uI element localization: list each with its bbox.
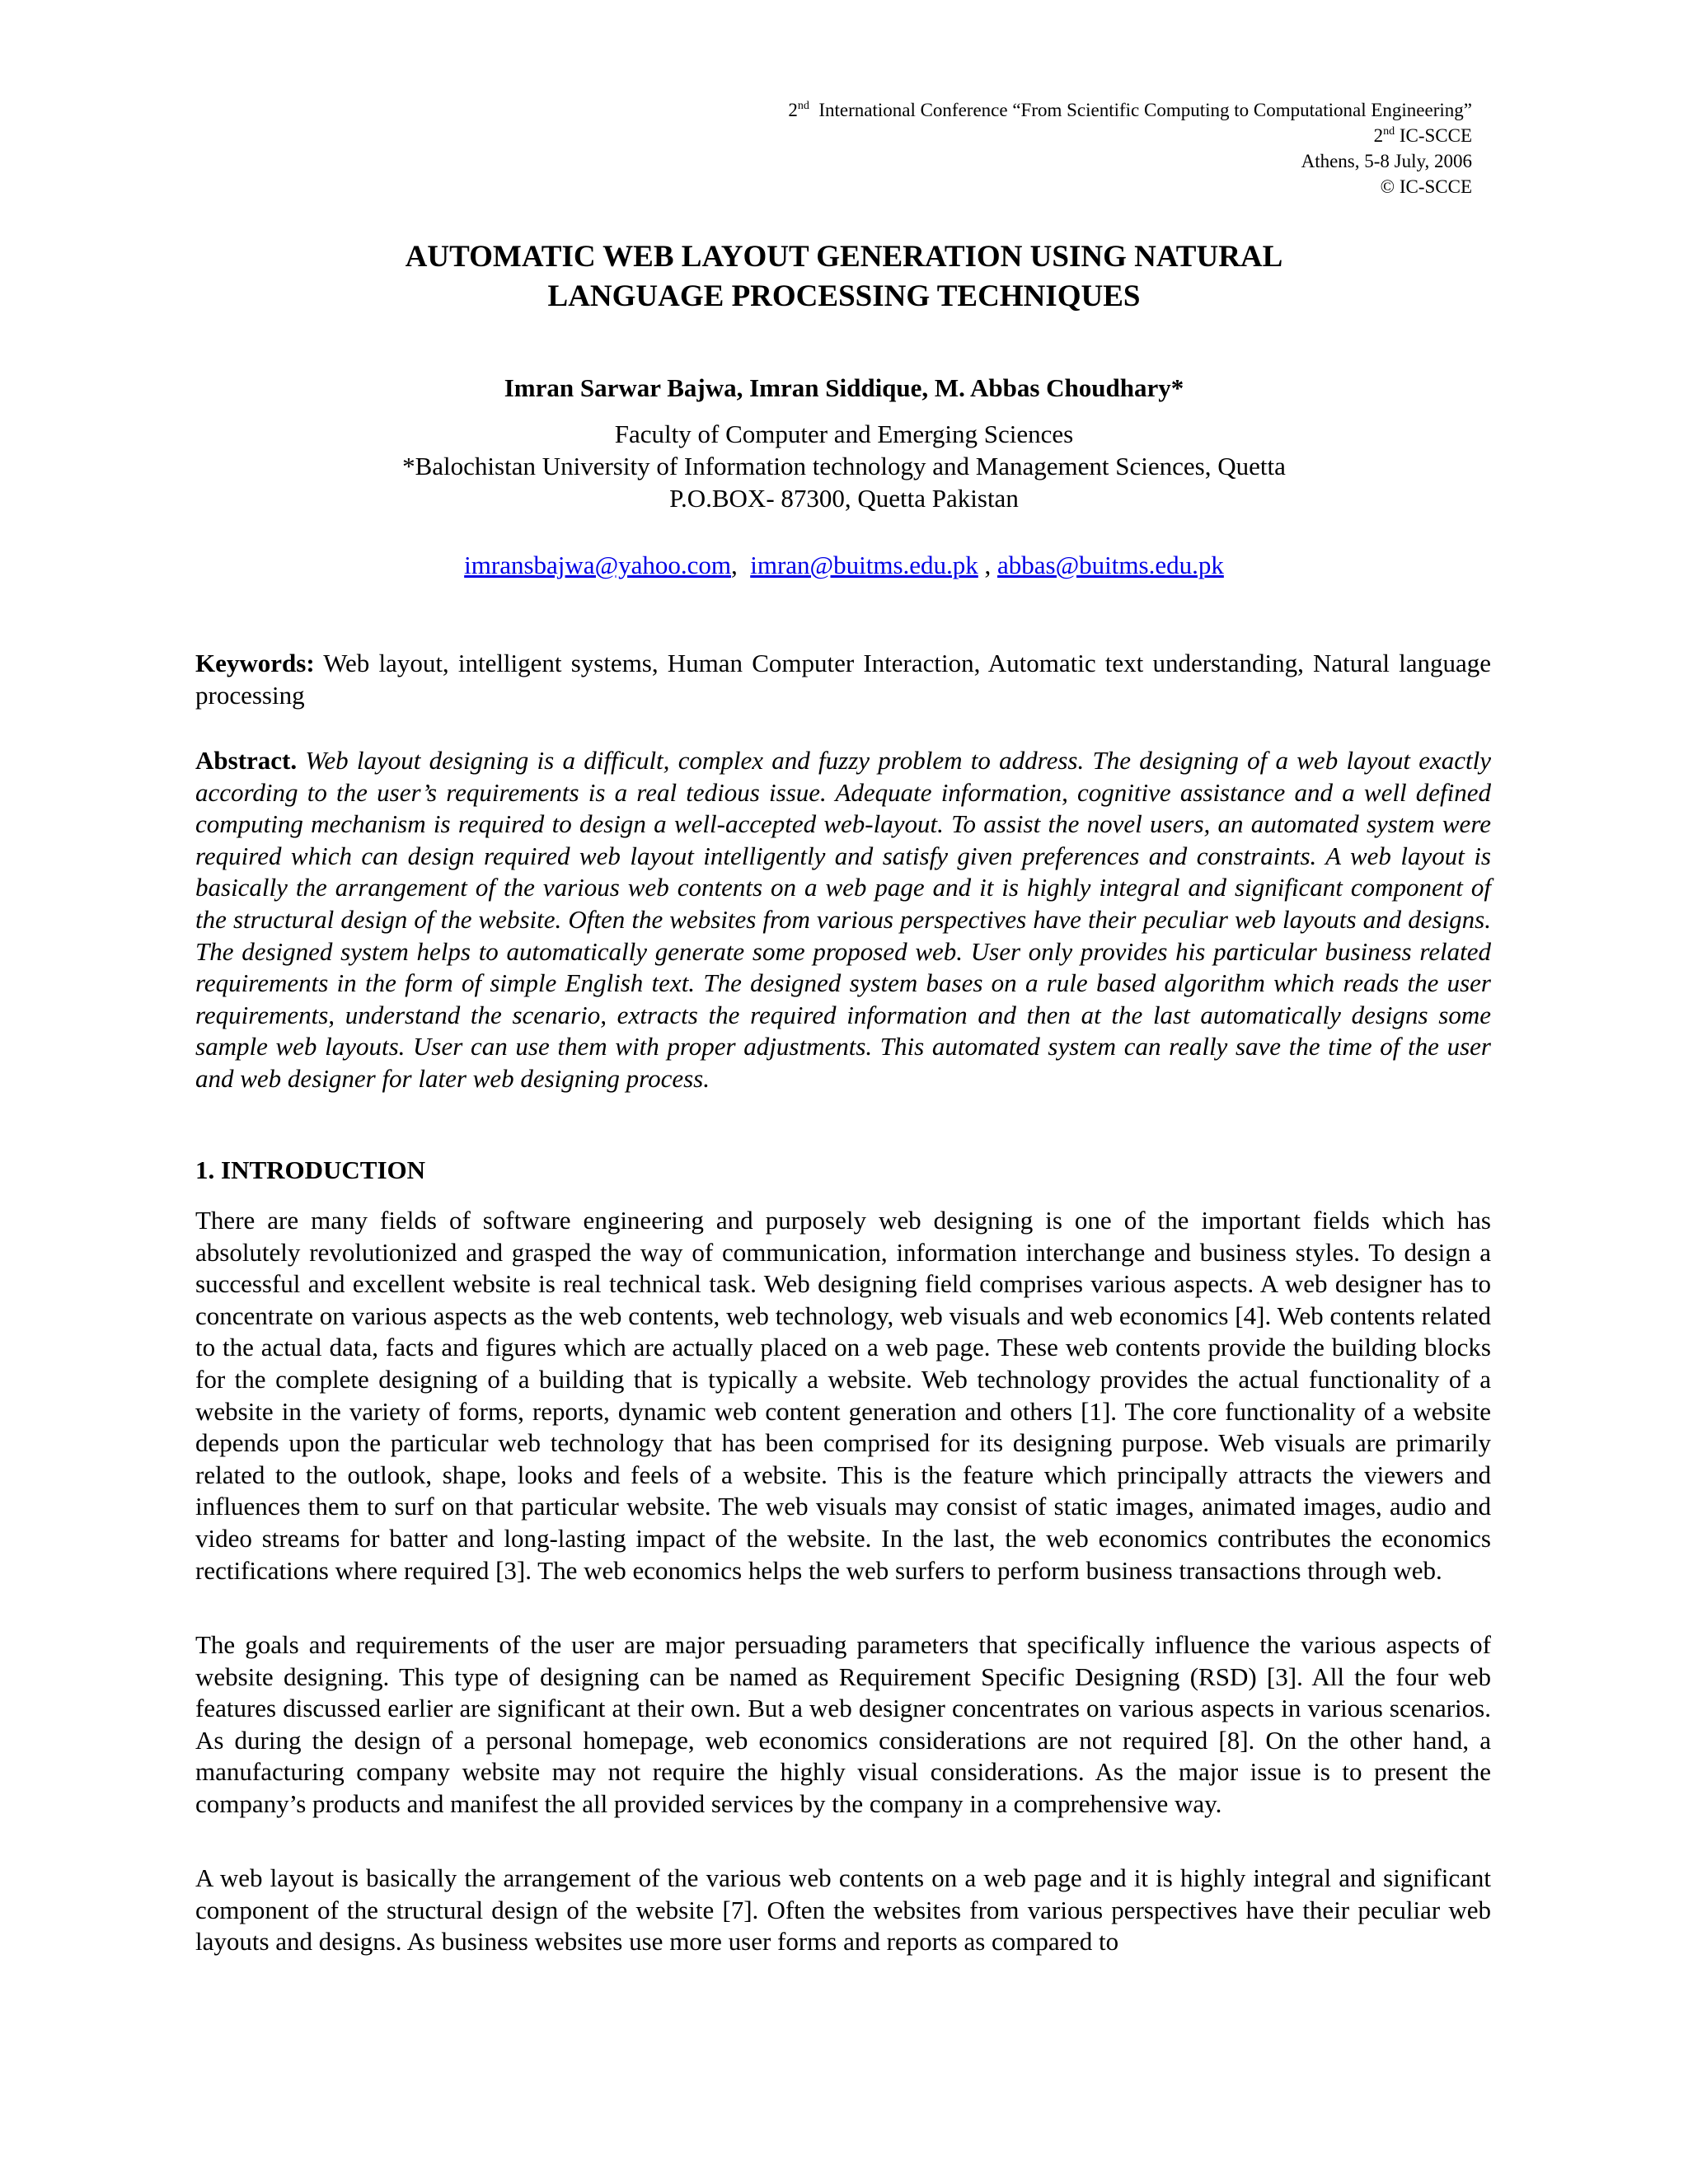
email-link-siddique[interactable]: imran@buitms.edu.pk [750, 551, 978, 579]
section-heading-introduction: 1. INTRODUCTION [195, 1155, 426, 1184]
affiliation-faculty: Faculty of Computer and Emerging Sciences [614, 419, 1074, 448]
email-separator: , [731, 551, 751, 579]
email-link-bajwa[interactable]: imransbajwa@yahoo.com [464, 551, 731, 579]
affiliation-university: *Balochistan University of Information technology and Management Sciences, Quetta [402, 452, 1286, 480]
keywords-paragraph [195, 648, 1491, 711]
conference-location-date: Athens, 5-8 July, 2006 [1301, 151, 1472, 171]
conference-title-line: 2nd International Conference “From Scientific Computing to Computational Engineering” [788, 100, 1472, 120]
paper-title-line-1: AUTOMATIC WEB LAYOUT GENERATION USING NATURAL [405, 240, 1283, 274]
conference-abbrev-line: 2nd IC-SCCE [1373, 125, 1472, 146]
affiliation-address: P.O.BOX- 87300, Quetta Pakistan [669, 484, 1019, 513]
email-separator: , [978, 551, 998, 579]
paper-authors: Imran Sarwar Bajwa, Imran Siddique, M. Abbas Choudhary* [504, 373, 1184, 402]
email-link-choudhary[interactable]: abbas@buitms.edu.pk [997, 551, 1224, 579]
paper-title [198, 237, 1490, 316]
affiliation [198, 418, 1490, 514]
abstract-label: Abstract. [195, 746, 298, 775]
abstract-paragraph [195, 745, 1491, 1095]
intro-paragraph-1: There are many fields of software engineering and purposely web designing is one of the important fields which has absolutely revolutionized and grasped the way of communication, information interchange and business styles. To design a successful and excellent website is real technical task. Web designing field comprises various aspects. A web designer has to concentrate on various aspects as the web contents, web technology, web visuals and web economics [4]. Web contents related to the actual data, facts and figures which are actually placed on a web page. These web contents provide the building blocks for the complete designing of a building that is typically a website. Web technology provides the actual functionality of a website in the variety of forms, reports, dynamic web content generation and others [1]. The core functionality of a website depends upon the particular web technology that has been comprised for its designing purpose. Web visuals are primarily related to the outlook, shape, looks and feels of a website. This is the feature which principally attracts the viewers and influences them to surf on that particular website. The web visuals may consist of static images, animated images, audio and video streams for batter and long-lasting impact of the website. In the last, the web economics contributes the economics rectifications where required [3]. The web economics helps the web surfers to perform business transactions through web. [195, 1206, 1491, 1585]
intro-paragraph-2: The goals and requirements of the user are major persuading parameters that specifically influence the various aspects of website designing. This type of designing can be named as Requirement Specific Designing (RSD) [3]. All the four web features discussed earlier are significant at their own. But a web designer concentrates on various aspects in various scenarios. As during the design of a personal homepage, web economics considerations are not required [8]. On the other hand, a manufacturing company website may not require the highly visual considerations. As the major issue is to present the company’s products and manifest the all provided services by the company in a comprehensive way. [195, 1630, 1491, 1818]
conference-copyright: © IC-SCCE [1380, 176, 1472, 197]
abstract-text: Web layout designing is a difficult, complex and fuzzy problem to address. The designing of a web layout exactly according to the user’s requirements is a real tedious issue. Adequate information, cognitive assistance and a well defined computing mechanism is required to design a well-accepted web-layout. To assist the novel users, an automated system were required which can design required web layout intelligently and satisfy given preferences and constraints. A web layout is basically the arrangement of the various web contents on a web page and it is highly integral and significant component of the structural design of the website. Often the websites from various perspectives have their peculiar web layouts and designs. The designed system helps to automatically generate some proposed web. User only provides his particular business related requirements in the form of simple English text. The designed system bases on a rule based algorithm which reads the user requirements, understand the scenario, extracts the required information and then at the last automatically designs some sample web layouts. User can use them with proper adjustments. This automated system can really save the time of the user and web designer for later web designing process. [195, 746, 1491, 1093]
paper-title-line-2: LANGUAGE PROCESSING TECHNIQUES [547, 279, 1141, 313]
conference-header [788, 97, 1472, 199]
keywords-text: Web layout, intelligent systems, Human Computer Interaction, Automatic text understanding, Natural language processing [195, 649, 1491, 710]
author-emails [198, 549, 1490, 582]
intro-paragraph-3: A web layout is basically the arrangement of the various web contents on a web page and it is highly integral and significant component of the structural design of the website [7]. Often the websites from various perspectives have their peculiar web layouts and designs. As business websites use more user forms and reports as compared to [195, 1863, 1491, 1957]
keywords-label: Keywords: [195, 649, 315, 677]
